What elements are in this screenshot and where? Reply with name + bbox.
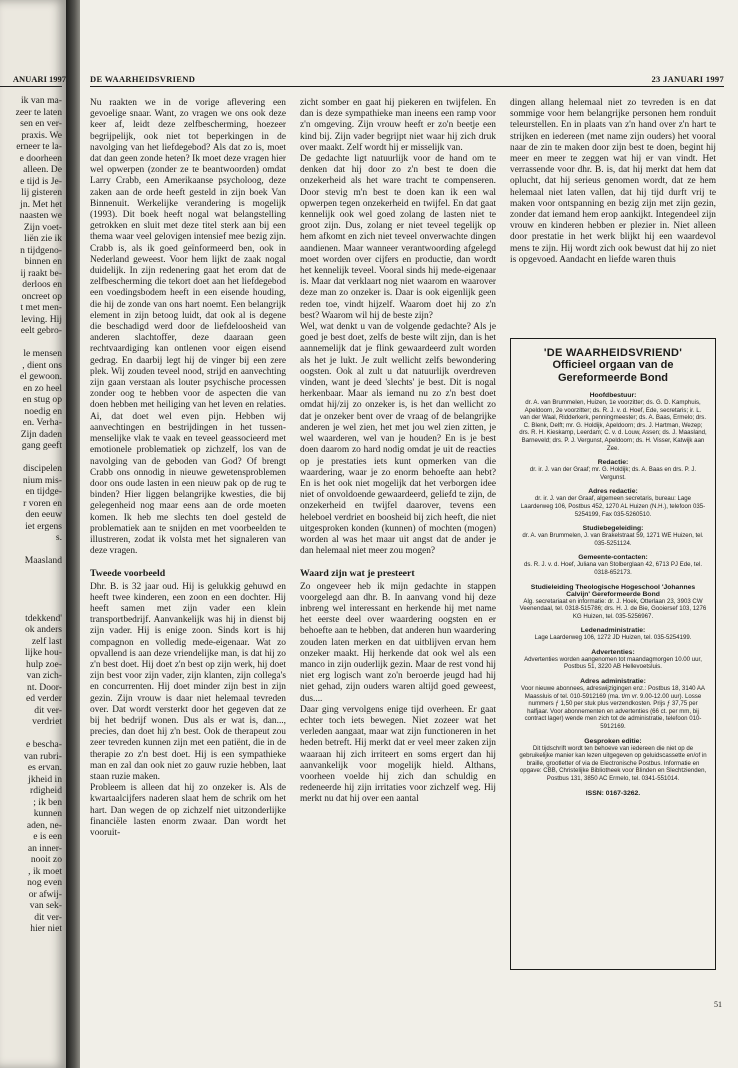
previous-page-line [0, 728, 62, 740]
article-column-2 [300, 98, 496, 806]
section-heading: Tweede voorbeeld [90, 568, 166, 580]
previous-page-line: van rubri- [23, 750, 62, 762]
article-column-1 [90, 98, 286, 839]
colophon-section-heading: Hoofdbestuur: [589, 392, 637, 399]
previous-page-line [0, 578, 62, 590]
previous-page-line: naasten we [19, 210, 62, 221]
colophon-section [519, 525, 707, 547]
previous-page-line: ik van ma- [20, 95, 62, 106]
previous-page-line: kunnen [33, 808, 62, 819]
previous-page-line: ; ik ben [33, 796, 62, 808]
header-rule [90, 86, 724, 87]
previous-page-line: ed verder [26, 693, 62, 704]
previous-page-line: dit ver- [34, 704, 62, 716]
previous-page-line: es ervan. [27, 762, 62, 773]
colophon-section-heading: Studiebegeleiding: [582, 525, 644, 533]
colophon-section [519, 488, 707, 518]
previous-page-line: rdigheid [30, 785, 62, 796]
colophon-section [519, 678, 707, 731]
previous-page-line: zeer te laten [15, 106, 62, 118]
previous-page-line: binnen en [24, 256, 62, 267]
previous-page-line: s. [55, 532, 62, 543]
colophon-section [519, 554, 707, 576]
previous-page-line: Maasland [24, 555, 62, 566]
previous-page-line: el gewoon. [19, 371, 62, 382]
previous-page-line: jkheid in [28, 773, 62, 785]
previous-page-line: sen en ver- [20, 118, 62, 129]
previous-page-line [0, 544, 62, 556]
paragraph: Wel, wat denkt u van de volgende gedachte? Als je goed je best doet, zelfs de beste wilt zijn, dan is het aannemelijk dat je flink gewaardeerd zult worden als het je lukt. Je zult wellicht zelfs bewondering oogsten. Ook al zult u dat natuurlijk overdreven vinden, want je deed 'slechts' je best. Dit is nogal herkenbaar. Maar als iemand nu zo z'n best doet omdat hij/zij zo onzeker is, is het dan wellicht zo dat je onzeker bent over de vraag of de belangrijke anderen je wel zien, het met jou wel zien zitten, je wel waarderen, wel van je houden? En is je best doen daarom zo hard nodig omdat je uit de reacties op je prestaties iets kunt opmerken van die waardering, waar je zo enorm behoefte aan hebt? En is het ook niet mogelijk dat het verborgen idee niet of onvoldoende gewaardeerd, geliefd te zijn, de onzekerheid en twijfel daarover, tevens een heleboel verdriet en boosheid bij zich heeft, die niet uitgesproken konden (kunnen) of mochten (mogen) worden al was het maar uit angst dat de ander je dan helemaal niet meer zou mogen? [300, 322, 496, 557]
colophon-section [519, 392, 707, 452]
previous-page-line: en tijdge- [25, 486, 62, 497]
previous-page-edge [0, 0, 66, 1068]
colophon-section-heading: Studieleiding Theologische Hogeschool 'Johannes Calvijn' Gereformeerde Bond [530, 583, 696, 598]
colophon-section-body: ds. R. J. v. d. Hoef, Juliana van Stolberglaan 42, 6713 PJ Ede, tel. 0318-652173. [523, 561, 703, 576]
colophon-section [519, 649, 707, 671]
previous-page-line: e tijd is Je- [20, 175, 62, 187]
previous-page-line: noedig en [24, 405, 62, 417]
previous-page-line: le mensen [23, 348, 62, 359]
colophon-section-heading: Adres redactie: [588, 488, 638, 496]
previous-page-line: en stug op [22, 394, 62, 405]
article-column-3 [510, 98, 716, 266]
previous-page-line: nog even [27, 877, 62, 888]
colophon-sections [519, 392, 707, 797]
colophon-section [519, 738, 707, 783]
previous-page-line: verdriet [32, 716, 62, 727]
previous-page-line: discipelen [23, 463, 62, 474]
colophon-section-body: Advertenties worden aangenomen tot maandagmorgen 10.00 uur, Postbus 51, 3220 AB Hellevoetsluis. [524, 655, 702, 671]
colophon-section-heading: ISSN: 0167-3262. [585, 789, 641, 797]
previous-page-line: dit ver- [34, 911, 62, 923]
previous-page-line: en zo heel [23, 382, 62, 394]
previous-page-line: zelf last [31, 635, 62, 647]
previous-page-line: jn. Met het [20, 198, 62, 210]
previous-page-text [0, 95, 62, 935]
colophon-section-body: Alg. secretariaat en informatie: dr. J. Hoek, Otterlaan 23, 3903 CW Veenendaal, tel. 0318-515786; drs. H. J. de Bie, Gooiersef 103, 1276 KG Huizen, tel. 035-5256967. [519, 597, 707, 620]
previous-page-line: gang geeft [21, 440, 62, 451]
previous-page-line: liën zie ik [24, 233, 62, 244]
paragraph: Nu raakten we in de vorige aflevering een gevoelige snaar. Want, zo vragen we ons ook deze keer af, leidt deze zelfbescherming, hoezeer begrijpelijk, ook niet tot beperkingen in de navolging van het liefdegebod? Als dat zo is, moet dat dan geen zonde heten? Ik moet deze vragen hier wel opwerpen (zonder ze te beantwoorden) omdat Larry Crabb, een Amerikaanse psycholoog, deze zaken aan de orde heeft gesteld in zijn boek Van Binnenuit. Werkelijke verandering is mogelijk (1993). Dit boek heeft nogal wat belangstelling getrokken en sluit met deze titel sterk aan bij een thema waar veel gelovigen intensief mee bezig zijn. Crabb is, als ik goed geïnformeerd ben, ook in Nederland geweest. Voor hem lijkt de zaak nogal duidelijk. In zijn redenering gaat het erom dat de zelfbescherming die tekort doet aan het liefdegebod een voedingsbodem heeft in een eisende houding, die hij de zonde van ons hart noemt. Een belangrijk element in zijn betoog luidt, dat ook al is degene die beschadigd werd door de liefdeloosheid van anderen slachtoffer, deze daaraan geen rechtvaardiging kan ontlenen voor eigen eisend gedrag. En daarbij legt hij de vinger bij een zere plek. Wij zouden teveel nood, strijd en aanvechting zijn gaan verstaan als louter psychische processen zonder oog te hebben voor de aspecten die van doen hebben met heiliging van het leven en relaties. Ai, dat doet wel even pijn. Hebben wij aanvechtingen en bestrijdingen in het tussen-menselijke vlak te vaak en teveel geassocieerd met emotionele problematiek op zichzelf, los van de navolging van de geboden van God? Of brengt Crabb ons onnodig in nieuwe gewetensproblemen door ons oude lasten in een nieuw pak op de rug te binden? Hier liggen belangrijke kwesties, die bij gelegenheid nog maar eens aan de orde moeten komen. Ik heb me slechts ten doel gesteld de problematiek aan te snijden en met voorbeelden te illustreren, zodat ik volsta met het signaleren van deze vragen. [90, 98, 286, 557]
previous-page-line: derloos en [22, 279, 62, 290]
page-number: 51 [714, 1000, 722, 1009]
previous-page-line: van sek- [29, 900, 62, 911]
previous-page-line: lij gisteren [21, 187, 62, 198]
previous-page-line: r voren en [23, 497, 62, 509]
previous-page-line: e is een [33, 831, 62, 842]
previous-page-line: ok anders [24, 624, 62, 635]
previous-page-line: nooit zo [30, 854, 62, 865]
colophon-section [519, 459, 707, 481]
book-gutter [66, 0, 80, 1068]
previous-page-line: iet ergens [25, 520, 62, 532]
previous-page-line: t met men- [20, 302, 62, 313]
previous-page-line [0, 590, 62, 602]
previous-page-rule [0, 86, 62, 87]
previous-page-line [0, 452, 62, 464]
previous-page-line: an inner- [27, 842, 62, 854]
colophon-section-heading: Advertenties: [591, 648, 635, 656]
colophon-section-body: Lage Laarderweg 106, 1272 JD Huizen, tel. 035-5254199. [534, 634, 692, 642]
colophon-subtitle: Officieel orgaan van de Gereformeerde Bond [552, 359, 674, 384]
paragraph: zicht somber en gaat hij piekeren en twijfelen. En dan is deze sympathieke man ineens een ramp voor z'n omgeving. Zijn vrouw heeft er zo'n beetje een kind bij. Zijn vader begrijpt niet waar hij zich druk over maakt. Zelf wordt hij er misselijk van. [300, 98, 496, 153]
previous-page-line: erneer te la- [16, 141, 62, 152]
colophon-section-heading: Redactie: [597, 459, 629, 467]
running-header [90, 74, 724, 86]
colophon-section-heading: Gemeente-contacten: [578, 554, 648, 562]
previous-page-line: ij raakt be- [20, 267, 62, 279]
previous-page-line: Zijn voet- [23, 221, 62, 233]
paragraph: Daar ging vervolgens enige tijd overheen. Er gaat echter toch iets bewegen. Niet zozeer wat het verleden aangaat, maar wat zijn functioneren in het heden betreft. Hij merkt dat er veel meer zaken zijn waaraan hij zich irriteert en soms ergert dan hij aanvankelijk voor mogelijk hield. Althans, voorheen voelde hij zich dan schuldig en redeneerde hij zijn irritaties voor zichzelf weg. Hij merkt nu dat hij over een aantal [300, 704, 496, 805]
previous-page-line: nium mis- [22, 474, 62, 486]
colophon-section-heading: Ledenadministratie: [580, 627, 646, 635]
colophon-section-body: Dit tijdschrift wordt ten behoeve van iedereen die niet op de gebruikelijke manier kan lezen uitgegeven op geluidscassette en/of in braille, grootletter of via de Electronische Postbus. Informatie en opgave: CBB, Christelijke Bibliotheek voor Blinden en Slechtzienden, Postbus 131, 3850 AC Ermelo, tel. 0341-551014. [519, 744, 707, 782]
colophon-section-body: dr. ir. J. van der Graaf; mr. G. Holdijk; ds. A. Baas en drs. P. J. Vergunst. [529, 466, 697, 481]
previous-page-line: , ik moet [28, 865, 62, 877]
previous-page-line: , dient ons [22, 359, 62, 371]
previous-page-line: hulp zoe- [26, 658, 62, 670]
section-heading: Waard zijn wat je presteert [300, 568, 415, 580]
paragraph: Zo ongeveer heb ik mijn gedachte in stappen voorgelegd aan dhr. B. In aanvang vond hij deze inbreng wel interessant en herkende hij met name het eerste deel over waardering oogsten en er behoefte aan te hebben, dat anderen hun waardering zouden laten merken en dat uitblijven ervan hem onzeker maakt. Hij herkende dat ook wel als een manco in zijn ouderlijk gezin. Maar de rest vond hij niet erg logisch want zo'n beroerde jeugd had hij niet gehad, zijn ouders waren altijd goed geweest, dus.... [300, 581, 496, 704]
colophon-section [519, 627, 707, 642]
previous-page-line: nt. Door- [27, 681, 62, 693]
colophon-title: 'DE WAARHEIDSVRIEND' [543, 347, 683, 359]
previous-page-line: hier niet [30, 923, 62, 934]
previous-page-header: ANUARI 1997 [12, 74, 66, 84]
previous-page-line: praxis. We [21, 129, 62, 141]
previous-page-line: eelt gebro- [20, 325, 62, 336]
previous-page-line: or afwij- [28, 888, 62, 900]
previous-page-line: den eeuw [25, 509, 62, 520]
previous-page-line: oncreet op [21, 290, 62, 302]
colophon-section [519, 790, 707, 797]
colophon-section-body: dr. A. van Brummelen, Huizen, 1e voorzitter; ds. G. D. Kamphuis, Apeldoorn, 2e voorzitter; ds. R. J. v. d. Hoef, Ede, secretaris; ir. L. van der Waal, Ridderkerk, penningmeester; ds. A. Baas, Ermelo; drs. C. Blenk, Delft; mr. G. Holdijk, Apeldoorn; drs. J. Hartman, Wezep; drs. R. H. Kieskamp, Leerdam; C. v. d. Louw, Assen; ds. J. Maasland, Barneveld; drs. P. J. Vergunst, Apeldoorn; ds. H. Visser, Katwijk aan Zee. [519, 399, 707, 452]
previous-page-line: alleen. De [23, 164, 62, 175]
paragraph: De gedachte ligt natuurlijk voor de hand om te denken dat hij door zo z'n best te doen die onzekerheid als het ware tracht te compenseren. Door stevig m'n best te doen kan ik een wal opwerpen tegen onzekerheid en twijfel. En dat gaat kennelijk ook wel goed zolang de lasten niet te groot zijn. Dus, zolang er niet teveel tegelijk op hem afkomt en zich niet teveel onverwachte dingen aandienen. Maar wanneer verantwoording afgelegd moet worden over cijfers en productie, dan wordt het kennelijk teveel. Vooral sinds hij mede-eigenaar is. Maar dat verklaart nog niet waarom en waarover deze man zo onzeker is. Daar is ook eigenlijk geen reden toe, vindt hijzelf. Waarom doet hij zo z'n best? Waarom wil hij de beste zijn? [300, 154, 496, 321]
magazine-page [80, 0, 738, 1068]
previous-page-line: en. Verha- [22, 417, 62, 428]
previous-page-line: e doorheen [19, 152, 62, 164]
previous-page-line: lijke hou- [24, 647, 62, 658]
colophon-section-heading: Gesproken editie: [584, 737, 642, 745]
colophon-section-body: dr. ir. J. van der Graaf, algemeen secretaris, bureau: Lage Laarderweg 106, Postbus 452, 1270 AL Huizen (N.H.), telefoon 035-5254199, Fax 035-5260510. [520, 495, 706, 518]
previous-page-line: tdekkend' [25, 612, 62, 624]
previous-page-line: n tijdgeno- [20, 244, 62, 256]
header-publication-name: DE WAARHEIDSVRIEND [90, 74, 196, 84]
previous-page-line [0, 601, 62, 613]
previous-page-line [0, 567, 62, 579]
previous-page-line: van zich- [26, 670, 62, 681]
paragraph: Probleem is alleen dat hij zo onzeker is. Als de kwartaalcijfers naderen slaat hem de schrik om het hart. Dan wegen de op zichzelf niet uitzonderlijke financiële lasten enorm zwaar. Dan wordt het vooruit- [90, 783, 286, 838]
colophon-box [510, 338, 716, 970]
paragraph: dingen allang helemaal niet zo tevreden is en dat sommige voor hem belangrijke personen hem ronduit teleurstellen. En in plaats van z'n hand over z'n hart te strijken en iedereen (met name zijn ouders) het vooral naar de zin te maken door zijn best te doen, begint hij meer en meer te zeggen wat hij er van vindt. Het verrassende voor dhr. B. is, dat hij merkt dat hem dat oplucht, dat hij serieus genomen wordt, dat ze hem helemaal niet laten vallen, dat hij tijd durft vrij te maken voor ontspanning en bezig zijn met zijn gezin, zonder dat iemand hem erop aankijkt. Integendeel zijn vrouw en kinderen hebben er plezier in. Niet alleen door prestatie in het werk blijkt hij een waardevol mens te zijn. Hij wordt zich ook bewust dat hij zo niet is opgevoed. Aandacht en liefde waren thuis [510, 98, 716, 265]
colophon-section-heading: Adres administratie: [580, 678, 646, 686]
header-date: 23 JANUARI 1997 [651, 74, 724, 84]
colophon-section-body: Voor nieuwe abonnees, adreswijzigingen enz.: Postbus 18, 3140 AA Maassluis of tel. 010-5912169 (ma. t/m vr. 9.00-12.00 uur). Losse nummers ƒ 1,50 per stuk plus verzendkosten. Prijs ƒ 37,75 per halfjaar. Voor abonnementen en advertenties (66 ct. per mm, bij contract lager) wende men zich tot de administratie, telefoon 010-5912169. [521, 685, 705, 731]
colophon-section [519, 584, 707, 621]
previous-page-line: e bescha- [26, 739, 62, 750]
colophon-section-body: dr. A. van Brummelen, J. van Brakelstraat 59, 1271 WE Huizen, tel. 035-5251124. [522, 532, 704, 547]
previous-page-line [0, 337, 62, 349]
previous-page-line: aden, ne- [26, 819, 62, 831]
previous-page-line: Zijn daden [20, 428, 62, 440]
previous-page-line: leving. Hij [20, 313, 62, 325]
paragraph: Dhr. B. is 32 jaar oud. Hij is gelukkig gehuwd en heeft twee kinderen, een zoon en een dochter. Hij heeft samen met zijn vader een klein transportbedrijf. Aanvankelijk was hij in dienst bij zijn vader. Hij is enige zoon. Sinds kort is hij compagnon en volledig mede-eigenaar. Wat zo opvallend is aan deze vriendelijke man, is dat hij zo z'n best doet. Hij doet z'n best op zijn werk, hij doet zijn best voor zijn vader, zijn klanten, zijn collega's en concurrenten. Hij doet minder zijn best in zijn gezin. Zijn vrouw is daar niet helemaal tevreden over. Dat wordt versterkt door het gegeven dat ze bij het bedrijf wonen. Dus als er wat is, dan..., precies, dan doet hij z'n best. Ook de therapeut zou zeer tevreden kunnen zijn met een patiënt, die in de therapie zo z'n best doet. Hij is een sympathieke man en zal dan ook niet zo gauw ruzie hebben, laat staan ruzie maken. [90, 581, 286, 782]
